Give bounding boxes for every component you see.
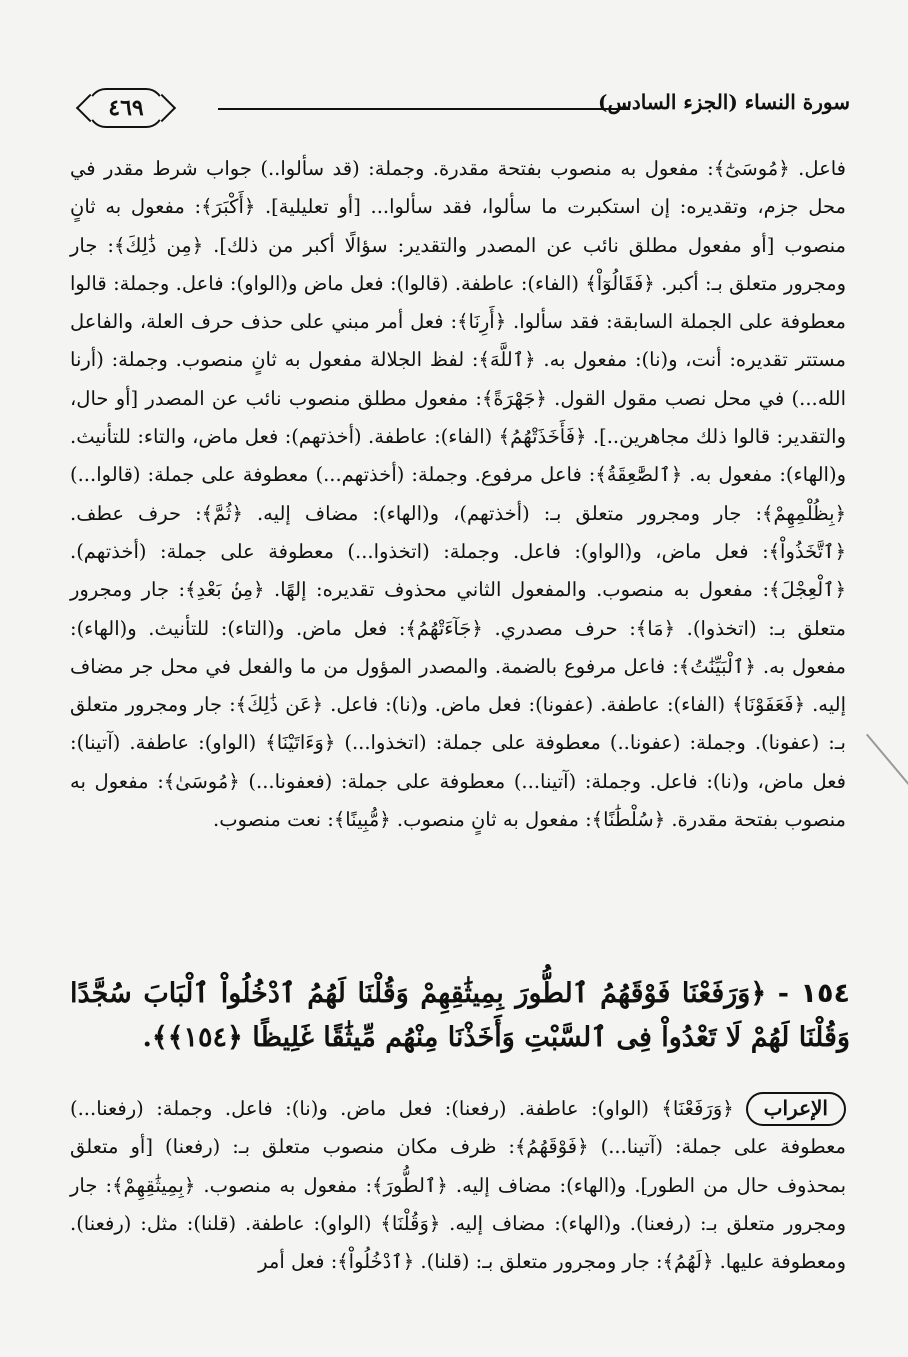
- commentary-paragraph: فاعل. ﴿مُوسَىٰٓ﴾: مفعول به منصوب بفتحة مقدرة. وجملة: (قد سألوا..) جواب شرط مقدر في محل جزم، وتقديره: إن استكبرت ما سألوا، فقد سألوا... [أو تعليلية]. ﴿أَكْبَرَ﴾: مفعول به ثانٍ منصوب [أو مفعول مطلق نائب عن المصدر والتقدير: سؤالًا أكبر من ذلك]. ﴿مِن ذَٰلِكَ﴾: جار ومجرور متعلق بـ: أكبر. ﴿فَقَالُوٓاْ﴾ (الفاء): عاطفة. (قالوا): فعل ماض و(الواو): فاعل. وجملة: قالوا معطوفة على الجملة السابقة: فقد سألوا. ﴿أَرِنَا﴾: فعل أمر مبني على حذف حرف العلة، والفاعل مستتر تقديره: أنت، و(نا): مفعول به. ﴿ٱللَّهَ﴾: لفظ الجلالة مفعول به ثانٍ منصوب. وجملة: (أرنا الله...) في محل نصب مقول القول. ﴿جَهْرَةً﴾: مفعول مطلق منصوب نائب عن المصدر [أو حال، والتقدير: قالوا ذلك مجاهرين..]. ﴿فَأَخَذَتْهُمُ﴾ (الفاء): عاطفة. (أخذتهم): فعل ماض، والتاء: للتأنيث. و(الهاء): مفعول به. ﴿ٱلصَّٰعِقَةُ﴾: فاعل مرفوع. وجملة: (أخذتهم...) معطوفة على جملة: (قالوا...) ﴿بِظُلْمِهِمْ﴾: جار ومجرور متعلق بـ: (أخذتهم)، و(الهاء): مضاف إليه. ﴿ثُمَّ﴾: حرف عطف. ﴿ٱتَّخَذُواْ﴾: فعل ماض، و(الواو): فاعل. وجملة: (اتخذوا...) معطوفة على جملة: (أخذتهم). ﴿ٱلْعِجْلَ﴾: مفعول به منصوب. والمفعول الثاني محذوف تقديره: إلهًا. ﴿مِنۢ بَعْدِ﴾: جار ومجرور متعلق بـ: (اتخذوا). ﴿مَا﴾: حرف مصدري. ﴿جَآءَتْهُمُ﴾: فعل ماض. و(التاء): للتأنيث. و(الهاء): مفعول به. ﴿ٱلْبَيِّنَٰتُ﴾: فاعل مرفوع بالضمة. والمصدر المؤول من ما والفعل في محل جر مضاف إليه. ﴿فَعَفَوْنَا﴾ (الفاء): عاطفة. (عفونا): فعل ماض. و(نا): فاعل. ﴿عَن ذَٰلِكَ﴾: جار ومجرور متعلق بـ: (عفونا). وجملة: (عفونا..) معطوفة على جملة: (اتخذوا...) ﴿وَءَاتَيْنَا﴾ (الواو): عاطفة. (آتينا): فعل ماض، و(نا): فاعل. وجملة: (آتينا...) معطوفة على جملة: (فعفونا...) ﴿مُوسَىٰ﴾: مفعول به منصوب بفتحة مقدرة. ﴿سُلْطَٰنًا﴾: مفعول به ثانٍ منصوب. ﴿مُّبِينًا﴾: نعت منصوب.: [70, 157, 846, 832]
- commentary-text: [70, 150, 846, 839]
- page-header: [80, 80, 850, 140]
- page-number: ٤٦٩: [108, 95, 144, 121]
- verse-number: ١٥٤: [800, 978, 850, 1009]
- header-rule: [218, 108, 630, 110]
- quran-verse: [70, 972, 850, 1060]
- irab-section: [70, 1090, 846, 1281]
- scan-artifact: [866, 734, 908, 789]
- verse-text: ﴿وَرَفَعْنَا فَوْقَهُمُ ٱلطُّورَ بِمِيثَٰقِهِمْ وَقُلْنَا لَهُمُ ٱدْخُلُواْ ٱلْبَابَ سُجَّدًا وَقُلْنَا لَهُمْ لَا تَعْدُواْ فِى ٱلسَّبْتِ وَأَخَذْنَا مِنْهُم مِّيثَٰقًا غَلِيظًا ﴿١٥٤﴾﴾.: [70, 978, 850, 1053]
- chapter-title: سورة النساء (الجزء السادس): [598, 90, 850, 114]
- page-number-badge: [88, 88, 164, 128]
- irab-label: الإعراب: [746, 1092, 846, 1126]
- verse-dash: -: [777, 978, 789, 1009]
- irab-text: ﴿وَرَفَعْنَا﴾ (الواو): عاطفة. (رفعنا): فعل ماض. و(نا): فاعل. وجملة: (رفعنا...) معطوفة على جملة: (آتينا...) ﴿فَوْقَهُمُ﴾: ظرف مكان منصوب متعلق بـ: (رفعنا) [أو متعلق بمحذوف حال من الطور]. و(الهاء): مضاف إليه. ﴿ٱلطُّورَ﴾: مفعول به منصوب. ﴿بِمِيثَٰقِهِمْ﴾: جار ومجرور متعلق بـ: (رفعنا). و(الهاء): مضاف إليه. ﴿وَقُلْنَا﴾ (الواو): عاطفة. (قلنا): مثل: (رفعنا). ومعطوفة عليها. ﴿لَهُمُ﴾: جار ومجرور متعلق بـ: (قلنا). ﴿ٱدْخُلُواْ﴾: فعل أمر: [70, 1097, 846, 1274]
